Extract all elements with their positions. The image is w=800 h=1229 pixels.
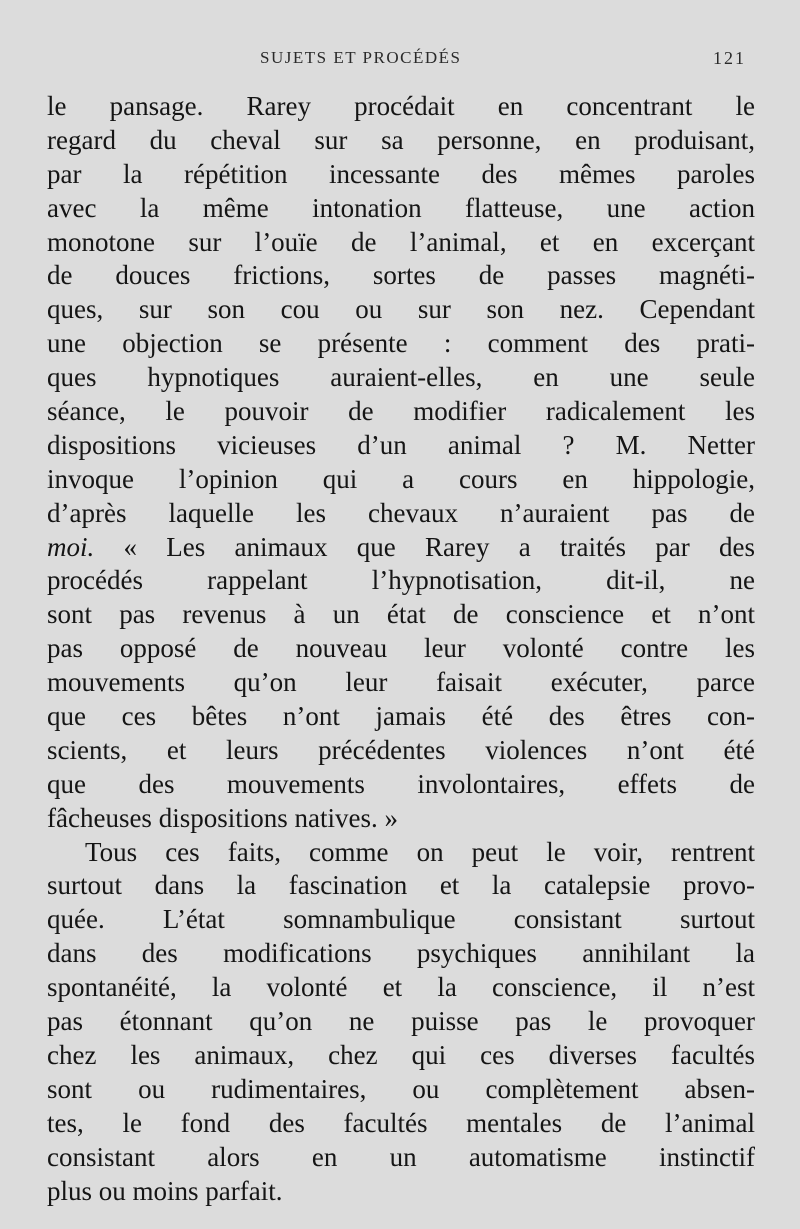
text-line: scients, et leurs précédentes violences n’ont été (47, 734, 755, 765)
body-text (47, 90, 755, 1208)
text-line: séance, le pouvoir de modifier radicalement les (47, 396, 755, 427)
text-line: de douces frictions, sortes de passes magnéti- (47, 260, 755, 291)
text-line: mouvements qu’on leur faisait exécuter, parce (47, 667, 755, 698)
paragraph-1 (47, 90, 755, 836)
text-line: ques, sur son cou ou sur son nez. Cependant (47, 294, 755, 325)
line-remainder: « Les animaux que Rarey a traités par des (94, 531, 755, 562)
text-line: le pansage. Rarey procédait en concentrant le (47, 91, 755, 121)
text-line: regard du cheval sur sa personne, en produisant, (47, 124, 755, 155)
text-line: que ces bêtes n’ont jamais été des êtres con- (47, 701, 755, 732)
text-line-with-italic (47, 531, 755, 565)
page-number: 121 (713, 48, 746, 68)
text-line: chez les animaux, chez qui ces diverses facultés (47, 1039, 755, 1070)
text-line-last: fâcheuses dispositions natives. » (47, 802, 398, 833)
text-line-last: plus ou moins parfait. (47, 1175, 283, 1206)
text-line: sont ou rudimentaires, ou complètement absen- (47, 1073, 755, 1104)
text-line: par la répétition incessante des mêmes paroles (47, 158, 755, 189)
running-head (48, 48, 748, 72)
text-line-first: Tous ces faits, comme on peut le voir, rentrent (85, 836, 755, 867)
text-line: sont pas revenus à un état de conscience et n’ont (47, 599, 755, 630)
text-line: invoque l’opinion qui a cours en hippologie, (47, 463, 755, 494)
paragraph-2 (47, 836, 755, 1209)
text-line: une objection se présente : comment des prati- (47, 328, 755, 359)
text-line: tes, le fond des facultés mentales de l’animal (47, 1107, 755, 1138)
text-line: monotone sur l’ouïe de l’animal, et en excerçant (47, 226, 755, 257)
text-line: ques hypnotiques auraient-elles, en une seule (47, 362, 755, 393)
text-line: dispositions vicieuses d’un animal ? M. Netter (47, 429, 755, 460)
text-line: avec la même intonation flatteuse, une action (47, 192, 755, 223)
italic-word: moi. (47, 531, 95, 562)
running-title: SUJETS ET PROCÉDÉS (260, 48, 462, 67)
text-line: dans des modifications psychiques annihilant la (47, 938, 755, 969)
text-line: quée. L’état somnambulique consistant surtout (47, 904, 755, 935)
text-line: que des mouvements involontaires, effets de (47, 768, 755, 799)
text-line: spontanéité, la volonté et la conscience, il n’est (47, 972, 755, 1003)
text-line: surtout dans la fascination et la catalepsie provo- (47, 870, 755, 901)
text-line: procédés rappelant l’hypnotisation, dit-il, ne (47, 565, 755, 596)
text-line: consistant alors en un automatisme instinctif (47, 1141, 755, 1172)
text-line: pas opposé de nouveau leur volonté contre les (47, 633, 755, 664)
text-line: d’après laquelle les chevaux n’auraient pas de (47, 497, 755, 528)
text-line: pas étonnant qu’on ne puisse pas le provoquer (47, 1006, 755, 1037)
